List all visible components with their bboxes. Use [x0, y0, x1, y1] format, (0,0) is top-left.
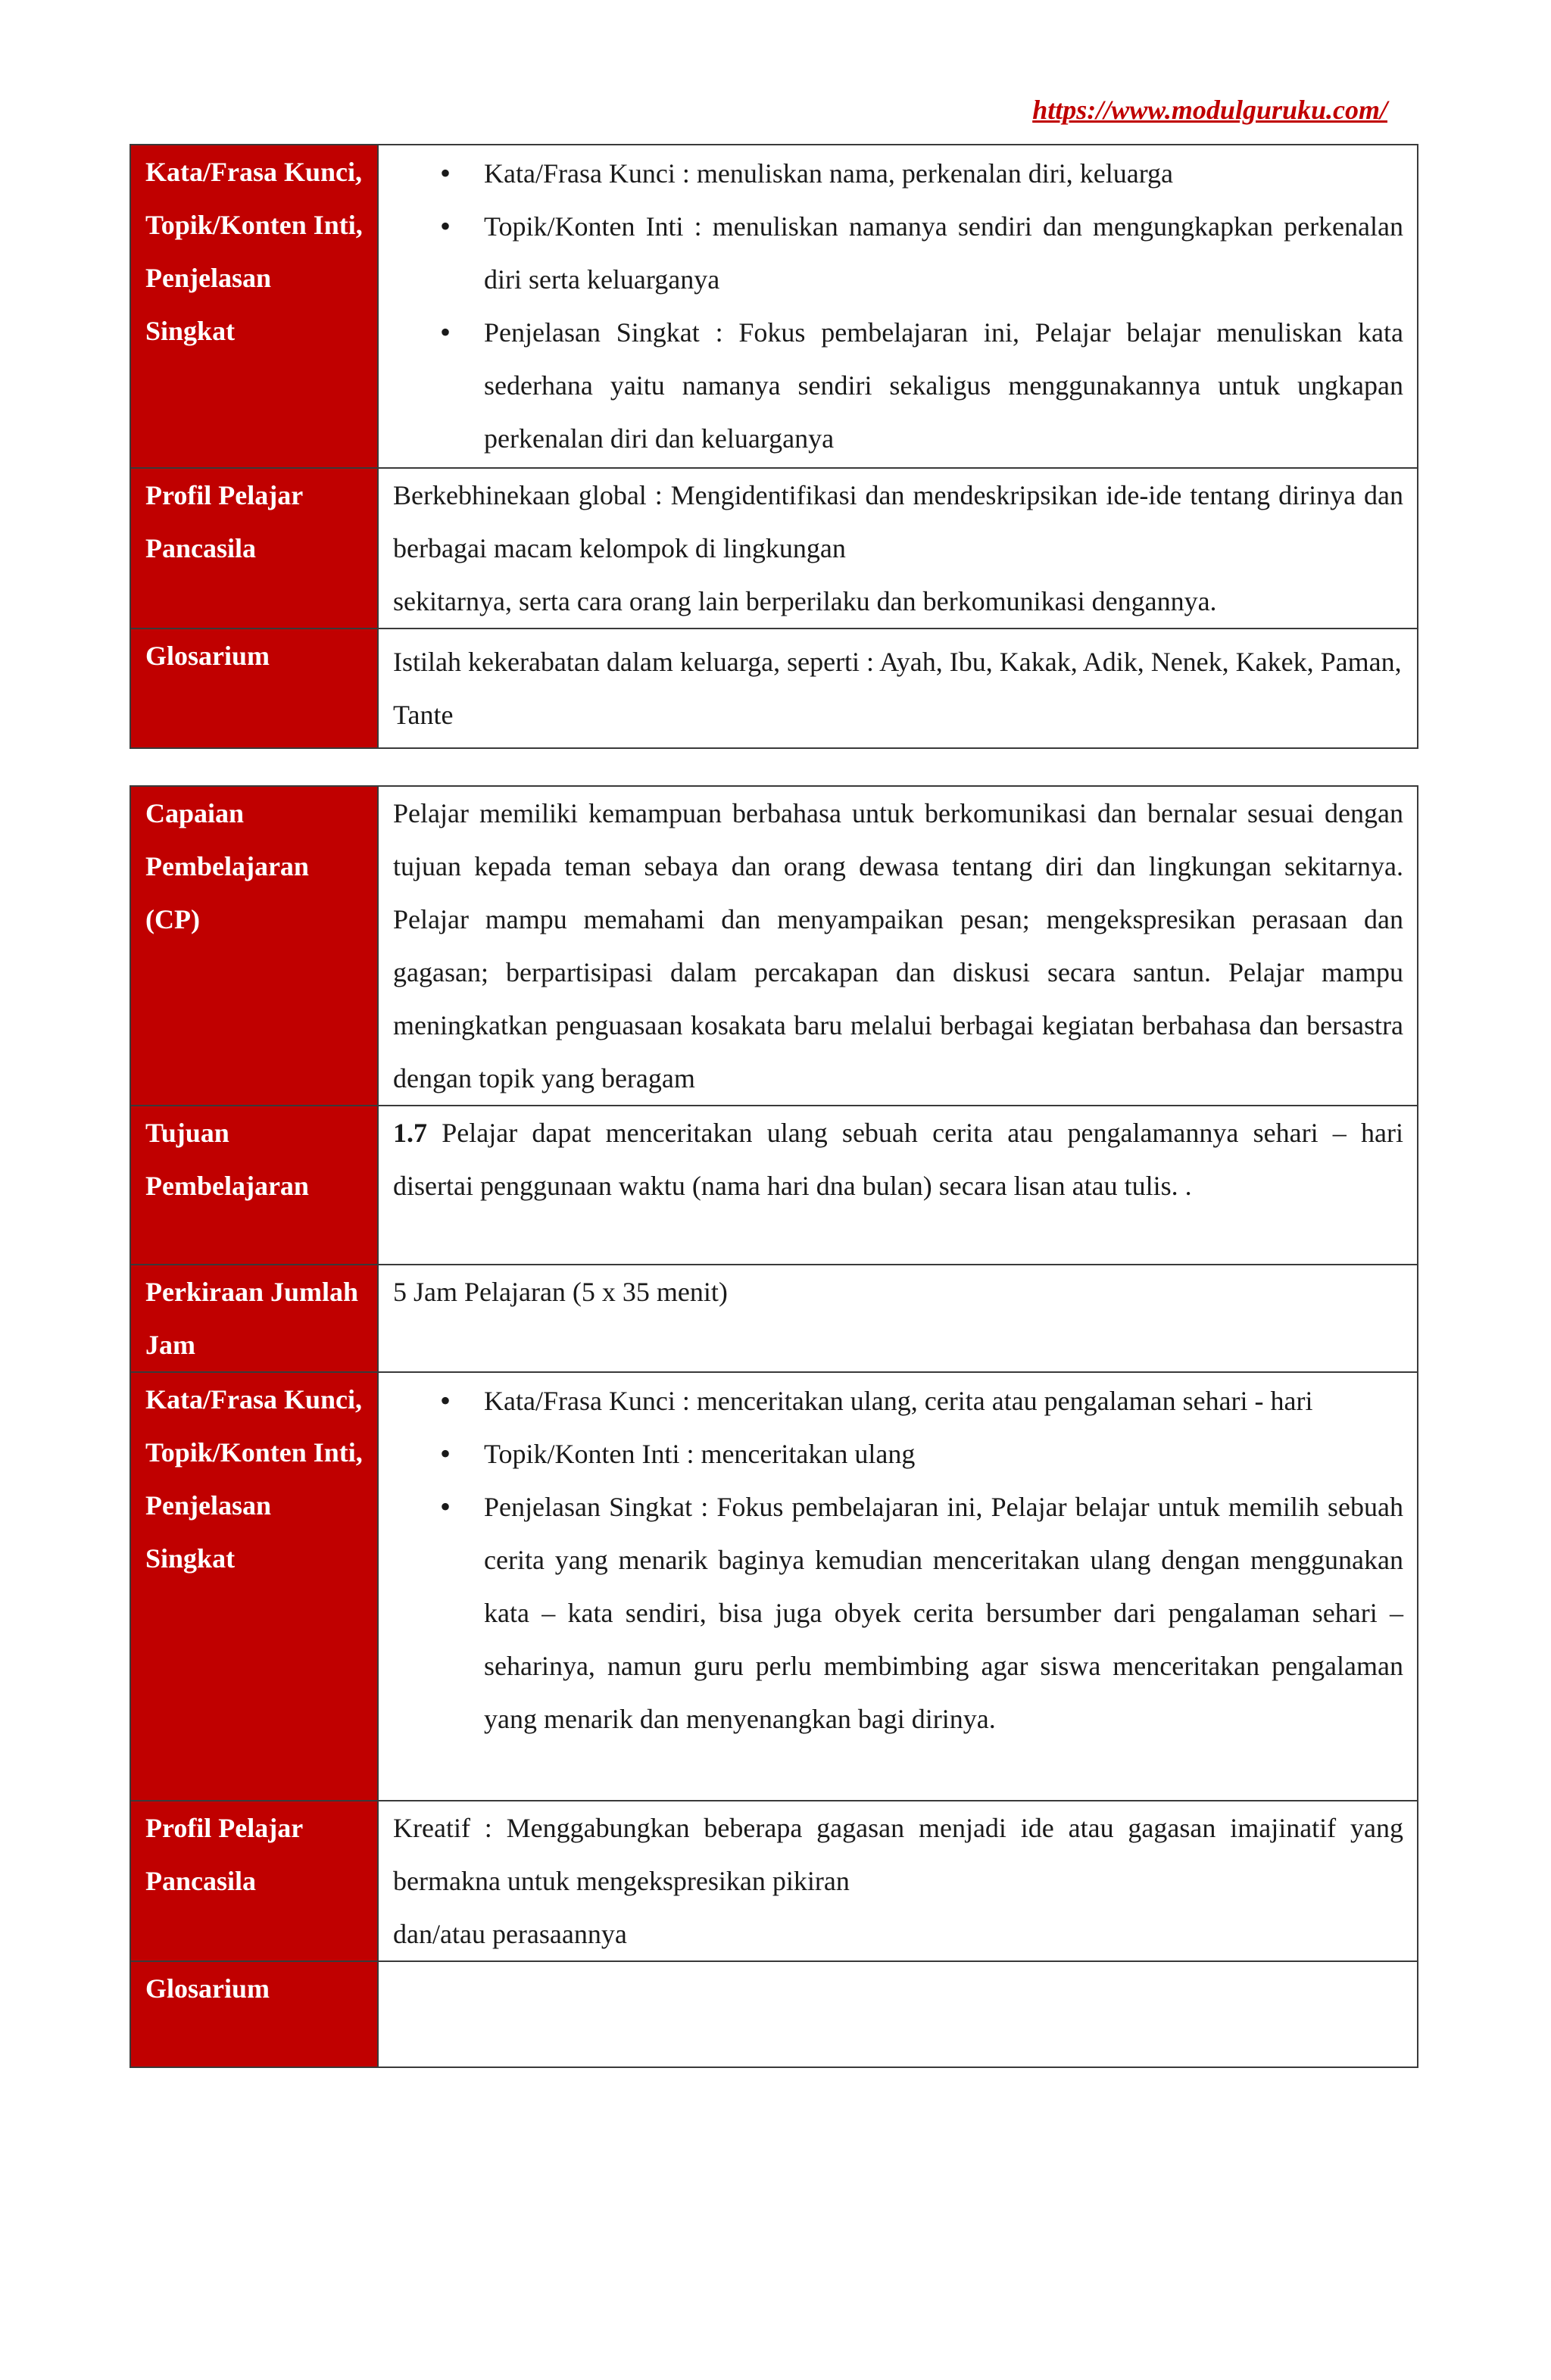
bullet-list	[393, 147, 1403, 465]
list-item: • Kata/Frasa Kunci : menceritakan ulang, cerita atau pengalaman sehari - hari	[484, 1374, 1403, 1427]
row-content-profile	[378, 468, 1418, 629]
table-row	[130, 786, 1418, 1106]
row-content-objective	[378, 1106, 1418, 1265]
row-content-glossary	[378, 629, 1418, 748]
paragraph: Berkebhinekaan global : Mengidentifikasi dan mendeskripsikan ide-ide tentang dirinya dan berbagai macam kelompok di lingkungan	[393, 480, 1403, 563]
list-item: • Topik/Konten Inti : menuliskan namanya sendiri dan mengungkapkan perkenalan diri serta keluarganya	[484, 200, 1403, 306]
table-row	[130, 145, 1418, 468]
module-info-table-1	[130, 144, 1418, 749]
paragraph: sekitarnya, serta cara orang lain berperilaku dan berkomunikasi dengannya.	[393, 586, 1217, 616]
row-content-profile-2	[378, 1801, 1418, 1961]
paragraph: dan/atau perasaannya	[393, 1919, 627, 1949]
row-label-objective: Tujuan Pembelajaran	[130, 1106, 378, 1265]
objective-number: 1.7	[393, 1118, 427, 1148]
row-content-keywords-2	[378, 1372, 1418, 1801]
paragraph: Istilah kekerabatan dalam keluarga, seperti : Ayah, Ibu, Kakak, Adik, Nenek, Kakek, Paman, Tante	[393, 647, 1402, 730]
row-label-glossary: Glosarium	[130, 629, 378, 748]
row-content-hours	[378, 1265, 1418, 1372]
paragraph: Pelajar memiliki kemampuan berbahasa untuk berkomunikasi dan bernalar sesuai dengan tujuan kepada teman sebaya dan orang dewasa tentang diri dan lingkungan sekitarnya. Pelajar mampu memahami dan menyampaikan pesan; mengekspresikan perasaan dan gagasan; berpartisipasi dalam percakapan dan diskusi secara santun. Pelajar mampu meningkatkan penguasaan kosakata baru melalui berbagai kegiatan berbahasa dan bersastra dengan topik yang beragam	[393, 798, 1403, 1093]
module-info-table-2	[130, 785, 1418, 2068]
row-label-hours: Perkiraan Jumlah Jam	[130, 1265, 378, 1372]
row-label-keywords-2: Kata/Frasa Kunci, Topik/Konten Inti, Penjelasan Singkat	[130, 1372, 378, 1801]
list-item: • Topik/Konten Inti : menceritakan ulang	[484, 1427, 1403, 1480]
table-row	[130, 1801, 1418, 1961]
row-label-profile: Profil Pelajar Pancasila	[130, 468, 378, 629]
paragraph	[393, 1106, 1403, 1212]
bullet-list	[393, 1374, 1403, 1745]
table-row	[130, 1106, 1418, 1265]
paragraph: Kreatif : Menggabungkan beberapa gagasan menjadi ide atau gagasan imajinatif yang bermakna untuk mengekspresikan pikiran	[393, 1813, 1403, 1896]
website-link[interactable]: https://www.modulguruku.com/	[1032, 95, 1387, 125]
list-item: • Penjelasan Singkat : Fokus pembelajaran ini, Pelajar belajar untuk memilih sebuah cerita yang menarik baginya kemudian menceritakan ulang dengan menggunakan kata – kata sendiri, bisa juga obyek cerita bersumber dari pengalaman sehari – seharinya, namun guru perlu membimbing agar siswa menceritakan pengalaman yang menarik dan menyenangkan bagi dirinya.	[484, 1480, 1403, 1745]
table-row	[130, 468, 1418, 629]
row-content-cp	[378, 786, 1418, 1106]
paragraph: 5 Jam Pelajaran (5 x 35 menit)	[393, 1277, 728, 1307]
list-item: • Penjelasan Singkat : Fokus pembelajaran ini, Pelajar belajar menuliskan kata sederhana yaitu namanya sendiri sekaligus menggunakannya untuk ungkapan perkenalan diri dan keluarganya	[484, 306, 1403, 465]
table-row	[130, 1372, 1418, 1801]
table-row	[130, 1265, 1418, 1372]
table-row	[130, 629, 1418, 748]
row-label-cp: Capaian Pembelajaran (CP)	[130, 786, 378, 1106]
row-content-keywords	[378, 145, 1418, 468]
list-item: • Kata/Frasa Kunci : menuliskan nama, perkenalan diri, keluarga	[484, 147, 1403, 200]
row-label-keywords: Kata/Frasa Kunci, Topik/Konten Inti, Penjelasan Singkat	[130, 145, 378, 468]
row-label-profile-2: Profil Pelajar Pancasila	[130, 1801, 378, 1961]
objective-text: Pelajar dapat menceritakan ulang sebuah cerita atau pengalamannya sehari – hari disertai penggunaan waktu (nama hari dna bulan) secara lisan atau tulis. .	[393, 1118, 1403, 1201]
row-label-glossary-2: Glosarium	[130, 1961, 378, 2067]
row-content-glossary-2	[378, 1961, 1418, 2067]
table-row	[130, 1961, 1418, 2067]
